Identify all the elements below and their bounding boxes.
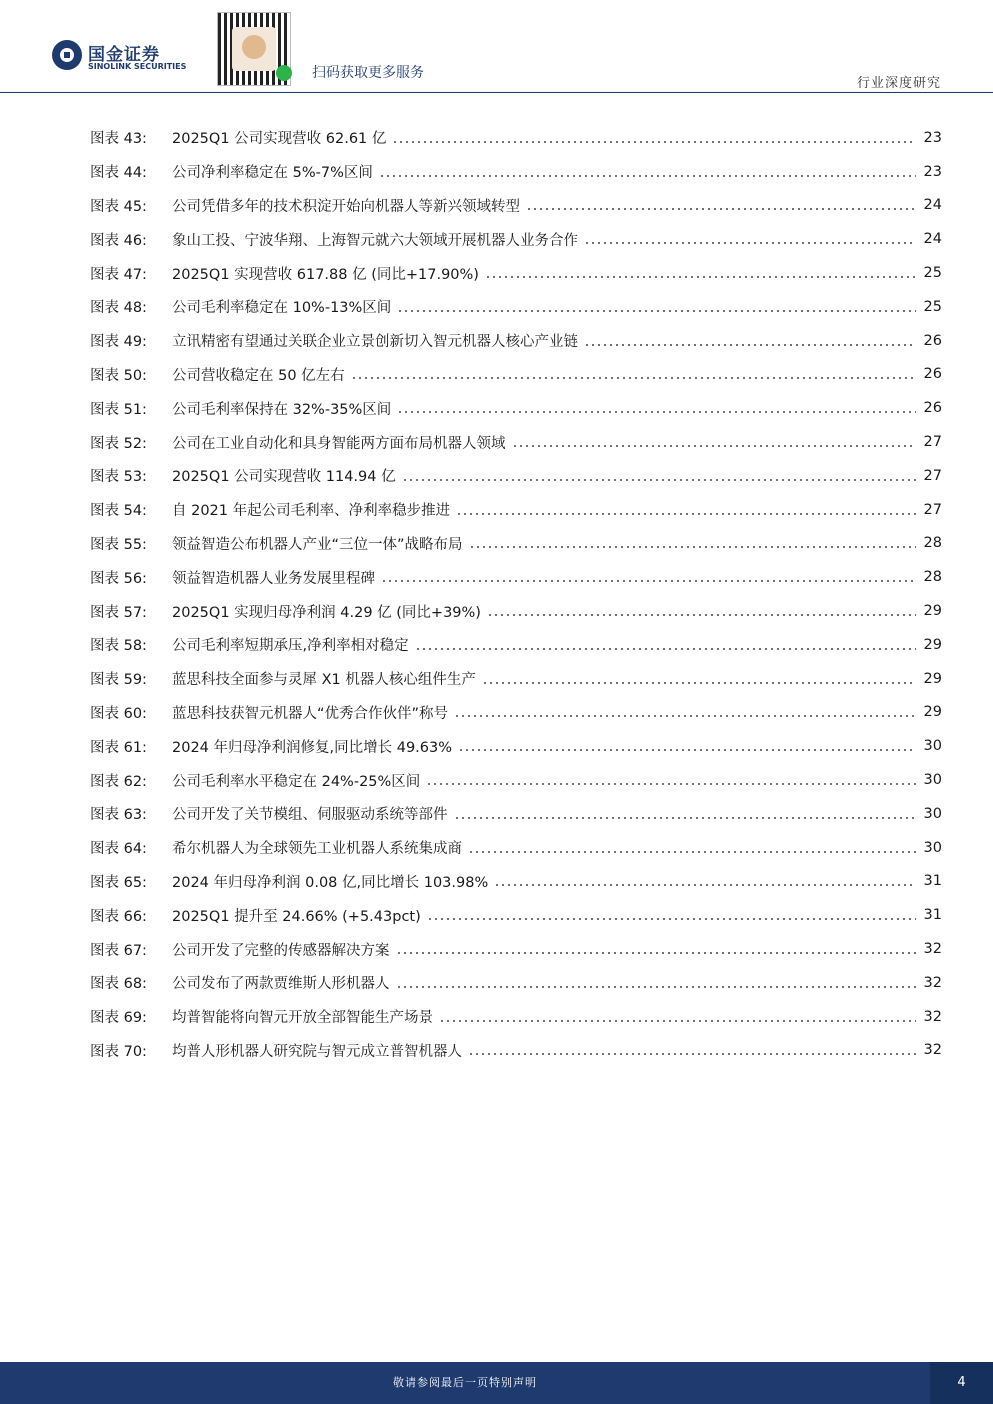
disclaimer-note: 敬请参阅最后一页特别声明	[393, 1376, 537, 1389]
toc-entry[interactable]	[90, 1000, 942, 1034]
toc-entry[interactable]	[90, 425, 942, 459]
toc-entry[interactable]	[90, 560, 942, 594]
toc-entry-label: 图表 60:	[90, 705, 147, 722]
toc-entry-label: 图表 63:	[90, 807, 147, 824]
toc-dot-leader	[469, 546, 916, 548]
toc-entry-title: 公司毛利率短期承压,净利率相对稳定	[172, 638, 409, 655]
qr-code-icon[interactable]	[217, 12, 291, 86]
toc-entry-title: 均普人形机器人研究院与智元成立普智机器人	[172, 1043, 462, 1060]
toc-dot-leader	[396, 952, 917, 954]
toc-entry-title: 蓝思科技获智元机器人“优秀合作伙伴”称号	[172, 705, 449, 722]
logo-cn-text: 国金证券	[88, 45, 160, 65]
toc-dot-leader	[454, 715, 916, 717]
toc-entry-page: 32	[923, 941, 942, 958]
toc-entry-title: 均普智能将向智元开放全部智能生产场景	[172, 1010, 433, 1027]
toc-entry[interactable]	[90, 628, 942, 662]
toc-dot-leader	[454, 817, 917, 819]
toc-entry-label: 图表 61:	[90, 739, 147, 756]
toc-entry[interactable]	[90, 763, 942, 797]
toc-entry[interactable]	[90, 1034, 942, 1068]
toc-dot-leader	[402, 479, 916, 481]
toc-dot-leader	[379, 175, 916, 177]
toc-entry-title: 象山工投、宁波华翔、上海智元就六大领域开展机器人业务合作	[172, 232, 578, 249]
toc-entry-title: 公司毛利率保持在 32%-35%区间	[172, 401, 392, 418]
toc-dot-leader	[381, 580, 916, 582]
toc-entry[interactable]	[90, 966, 942, 1000]
toc-entry-label: 图表 55:	[90, 536, 147, 553]
toc-entry-label: 图表 66:	[90, 908, 147, 925]
toc-entry-label: 图表 46:	[90, 232, 147, 249]
toc-entry-title: 公司毛利率稳定在 10%-13%区间	[172, 300, 392, 317]
toc-entry[interactable]	[90, 189, 942, 223]
toc-dot-leader	[512, 445, 917, 447]
toc-entry-label: 图表 54:	[90, 503, 147, 520]
toc-entry[interactable]	[90, 662, 942, 696]
toc-entry-page: 32	[923, 1008, 942, 1025]
page-footer	[0, 1362, 993, 1404]
toc-dot-leader	[468, 851, 916, 853]
toc-entry-label: 图表 69:	[90, 1010, 147, 1027]
toc-entry-label: 图表 56:	[90, 570, 147, 587]
toc-entry-title: 公司在工业自动化和具身智能两方面布局机器人领域	[172, 435, 506, 452]
toc-entry-page: 25	[923, 298, 942, 315]
toc-entry-label: 图表 53:	[90, 469, 147, 486]
figure-index-list	[90, 121, 942, 1067]
logo-en-text: SINOLINK SECURITIES	[88, 62, 187, 71]
toc-entry[interactable]	[90, 527, 942, 561]
toc-entry-label: 图表 45:	[90, 198, 147, 215]
toc-entry-page: 32	[923, 1042, 942, 1059]
toc-entry-label: 图表 52:	[90, 435, 147, 452]
toc-entry[interactable]	[90, 222, 942, 256]
toc-entry-title: 2025Q1 公司实现营收 114.94 亿	[172, 469, 396, 486]
toc-entry-title: 公司毛利率水平稳定在 24%-25%区间	[172, 773, 421, 790]
toc-dot-leader	[439, 1020, 916, 1022]
toc-entry[interactable]	[90, 358, 942, 392]
header-divider	[0, 92, 993, 93]
toc-entry[interactable]	[90, 729, 942, 763]
toc-entry-page: 26	[923, 400, 942, 417]
toc-entry-title: 2025Q1 提升至 24.66% (+5.43pct)	[172, 908, 421, 925]
toc-entry-title: 2025Q1 实现营收 617.88 亿 (同比+17.90%)	[172, 266, 479, 283]
toc-dot-leader	[584, 242, 916, 244]
toc-entry-title: 立讯精密有望通过关联企业立景创新切入智元机器人核心产业链	[172, 334, 578, 351]
toc-entry[interactable]	[90, 290, 942, 324]
toc-entry-title: 领益智造公布机器人产业“三位一体”战略布局	[172, 536, 463, 553]
toc-entry-title: 蓝思科技全面参与灵犀 X1 机器人核心组件生产	[172, 672, 476, 689]
toc-dot-leader	[392, 141, 916, 143]
toc-entry-label: 图表 59:	[90, 672, 147, 689]
toc-entry-label: 图表 62:	[90, 773, 147, 790]
toc-dot-leader	[397, 411, 916, 413]
toc-dot-leader	[494, 884, 916, 886]
toc-dot-leader	[397, 310, 916, 312]
toc-dot-leader	[482, 682, 916, 684]
toc-entry-label: 图表 51:	[90, 401, 147, 418]
toc-dot-leader	[584, 344, 916, 346]
toc-entry-title: 自 2021 年起公司毛利率、净利率稳步推进	[172, 503, 451, 520]
toc-dot-leader	[485, 276, 916, 278]
toc-entry-page: 31	[923, 873, 942, 890]
toc-dot-leader	[468, 1053, 916, 1055]
toc-entry-page: 26	[923, 332, 942, 349]
toc-entry-page: 27	[923, 501, 942, 518]
toc-entry-label: 图表 57:	[90, 604, 147, 621]
toc-dot-leader	[456, 513, 916, 515]
qr-center-logo-icon	[232, 27, 276, 71]
report-type-label: 行业深度研究	[856, 76, 941, 91]
scan-prompt: 扫码获取更多服务	[312, 65, 424, 81]
toc-entry-page: 29	[923, 636, 942, 653]
toc-entry[interactable]	[90, 493, 942, 527]
logo-icon	[52, 40, 82, 70]
toc-entry-page: 31	[923, 907, 942, 924]
toc-entry-page: 28	[923, 569, 942, 586]
toc-entry[interactable]	[90, 831, 942, 865]
page-number: 4	[930, 1362, 993, 1404]
toc-entry-page: 23	[923, 129, 942, 146]
toc-entry[interactable]	[90, 865, 942, 899]
toc-entry-label: 图表 68:	[90, 976, 147, 993]
toc-dot-leader	[458, 749, 916, 751]
toc-entry-label: 图表 49:	[90, 334, 147, 351]
company-logo	[52, 38, 192, 78]
toc-entry-page: 30	[923, 839, 942, 856]
toc-entry-label: 图表 50:	[90, 367, 147, 384]
toc-entry-title: 2024 年归母净利润修复,同比增长 49.63%	[172, 739, 453, 756]
toc-entry-label: 图表 67:	[90, 942, 147, 959]
toc-entry-page: 25	[923, 265, 942, 282]
toc-dot-leader	[487, 614, 916, 616]
toc-entry[interactable]	[90, 256, 942, 290]
toc-entry-page: 26	[923, 366, 942, 383]
toc-entry-page: 30	[923, 772, 942, 789]
toc-entry-label: 图表 47:	[90, 266, 147, 283]
toc-entry-page: 24	[923, 197, 942, 214]
toc-entry-title: 希尔机器人为全球领先工业机器人系统集成商	[172, 841, 462, 858]
toc-entry-title: 公司净利率稳定在 5%-7%区间	[172, 165, 373, 182]
toc-entry-title: 公司营收稳定在 50 亿左右	[172, 367, 345, 384]
toc-entry[interactable]	[90, 155, 942, 189]
toc-entry-title: 2025Q1 公司实现营收 62.61 亿	[172, 131, 387, 148]
toc-entry[interactable]	[90, 459, 942, 493]
toc-entry-title: 2024 年归母净利润 0.08 亿,同比增长 103.98%	[172, 874, 489, 891]
toc-entry-page: 29	[923, 670, 942, 687]
toc-entry-label: 图表 64:	[90, 841, 147, 858]
toc-entry-title: 领益智造机器人业务发展里程碑	[172, 570, 375, 587]
toc-entry-page: 32	[923, 974, 942, 991]
toc-entry-page: 27	[923, 467, 942, 484]
toc-entry-label: 图表 43:	[90, 131, 147, 148]
toc-entry-page: 24	[923, 231, 942, 248]
toc-entry[interactable]	[90, 594, 942, 628]
toc-dot-leader	[526, 208, 916, 210]
toc-entry[interactable]	[90, 932, 942, 966]
toc-entry-page: 28	[923, 535, 942, 552]
toc-entry-page: 23	[923, 163, 942, 180]
toc-dot-leader	[426, 783, 916, 785]
toc-dot-leader	[351, 377, 916, 379]
page-header	[0, 0, 993, 96]
toc-entry[interactable]	[90, 797, 942, 831]
toc-entry-title: 公司开发了完整的传感器解决方案	[172, 942, 390, 959]
toc-entry-title: 公司凭借多年的技术积淀开始向机器人等新兴领域转型	[172, 198, 520, 215]
toc-entry-label: 图表 44:	[90, 165, 147, 182]
toc-entry-page: 29	[923, 704, 942, 721]
toc-dot-leader	[396, 986, 917, 988]
toc-entry[interactable]	[90, 324, 942, 358]
toc-entry-page: 30	[923, 738, 942, 755]
toc-entry-title: 公司开发了关节模组、伺服驱动系统等部件	[172, 807, 448, 824]
toc-entry-page: 30	[923, 805, 942, 822]
toc-entry-label: 图表 48:	[90, 300, 147, 317]
toc-dot-leader	[427, 918, 916, 920]
toc-entry-page: 29	[923, 603, 942, 620]
toc-entry[interactable]	[90, 898, 942, 932]
toc-entry-label: 图表 65:	[90, 874, 147, 891]
toc-entry[interactable]	[90, 696, 942, 730]
toc-entry-title: 公司发布了两款贾维斯人形机器人	[172, 976, 390, 993]
toc-dot-leader	[415, 648, 916, 650]
toc-entry-page: 27	[923, 434, 942, 451]
qr-badge-icon	[276, 65, 292, 81]
toc-entry[interactable]	[90, 121, 942, 155]
toc-entry-label: 图表 58:	[90, 638, 147, 655]
toc-entry-label: 图表 70:	[90, 1043, 147, 1060]
toc-entry-title: 2025Q1 实现归母净利润 4.29 亿 (同比+39%)	[172, 604, 481, 621]
toc-entry[interactable]	[90, 391, 942, 425]
